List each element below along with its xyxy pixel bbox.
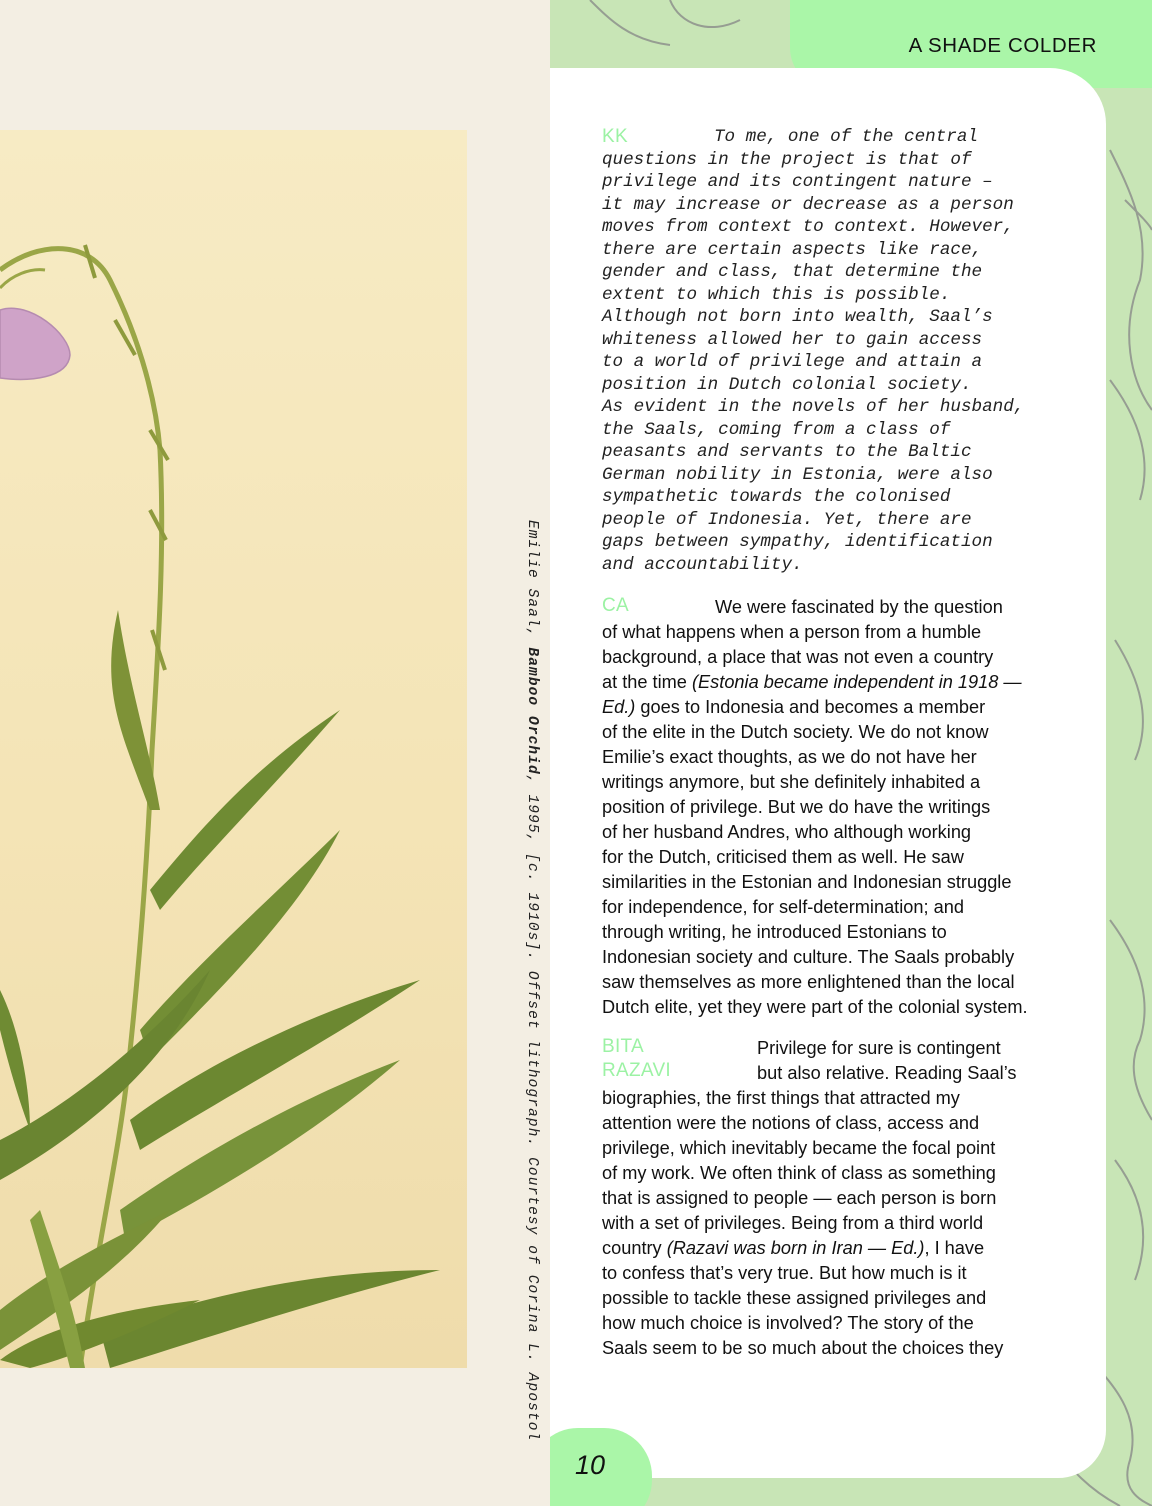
- text-line: of what happens when a person from a humble: [602, 622, 982, 642]
- text-line: privilege, which inevitably became the focal point: [602, 1138, 996, 1158]
- text-segment: goes to Indonesia and becomes a member: [635, 697, 986, 717]
- text-line: possible to tackle these assigned privileges and: [602, 1288, 987, 1308]
- speaker-last-name: RAZAVI: [602, 1060, 672, 1081]
- text-line: how much choice is involved? The story of the: [602, 1313, 974, 1333]
- text-line: Although not born into wealth, Saal’s: [602, 307, 993, 327]
- orchid-drawing: [0, 130, 467, 1368]
- text-line: that is assigned to people — each person is born: [602, 1188, 997, 1208]
- editor-note: Ed.): [602, 697, 636, 717]
- text-segment: at the time: [602, 672, 692, 692]
- text-line: Dutch elite, yet they were part of the colonial system.: [602, 997, 1028, 1017]
- text-line: peasants and servants to the Baltic: [602, 442, 972, 462]
- leaf: [150, 710, 340, 910]
- text-line: through writing, he introduced Estonians to: [602, 922, 947, 942]
- text-segment: country: [602, 1238, 667, 1258]
- text-line: questions in the project is that of: [602, 149, 972, 170]
- text-line: to confess that’s very true. But how much is it: [602, 1263, 967, 1283]
- text-line: To me, one of the central: [714, 127, 978, 147]
- speaker-bita-razavi: [602, 1036, 671, 1082]
- text-line: Privilege for sure is contingent: [757, 1038, 1001, 1058]
- text-line: privilege and its contingent nature –: [602, 172, 993, 192]
- text-line: for independence, for self-determination; and: [602, 897, 964, 917]
- running-header: A SHADE COLDER: [908, 34, 1097, 57]
- text-line: people of Indonesia. Yet, there are: [602, 509, 972, 530]
- text-line: attention were the notions of class, access and: [602, 1113, 980, 1133]
- text-line: As evident in the novels of her husband,: [602, 397, 1025, 417]
- right-page: [550, 0, 1152, 1506]
- text-line: whiteness allowed her to gain access: [602, 329, 983, 350]
- text-line: there are certain aspects like race,: [602, 239, 983, 260]
- speaker-kk: KK: [602, 126, 628, 147]
- text-line: biographies, the first things that attracted my: [602, 1088, 960, 1108]
- flower-stalk: [0, 270, 45, 288]
- caption-artwork-title: Bamboo Orchid: [524, 647, 540, 775]
- text-line: [602, 1236, 1092, 1261]
- text-line: saw themselves as more enlightened than the local: [602, 972, 1015, 992]
- text-line: gaps between sympathy, identification: [602, 532, 993, 552]
- page-number: 10: [574, 1450, 606, 1480]
- leaf: [0, 990, 30, 1130]
- text-line: to a world of privilege and attain a: [602, 352, 983, 372]
- text-card: [550, 68, 1106, 1478]
- text-line: sympathetic towards the colonised: [602, 487, 951, 507]
- text-line: and accountability.: [602, 554, 803, 575]
- editor-note: (Razavi was born in Iran — Ed.): [666, 1238, 925, 1258]
- left-page: [0, 0, 550, 1506]
- bamboo-orchid-illustration: [0, 130, 467, 1368]
- text-line: the Saals, coming from a class of: [602, 419, 951, 440]
- text-line: Indonesian society and culture. The Saals probably: [602, 947, 1015, 967]
- text-line: Saals seem to be so much about the choices they: [602, 1338, 1004, 1358]
- text-line: Emilie’s exact thoughts, as we do not have her: [602, 747, 977, 767]
- text-line: for the Dutch, criticised them as well. He saw: [602, 847, 964, 867]
- text-line: moves from context to context. However,: [602, 217, 1014, 237]
- text-line: but also relative. Reading Saal’s: [757, 1063, 1017, 1083]
- text-line: gender and class, that determine the: [602, 262, 983, 282]
- speaker-ca: CA: [602, 595, 629, 616]
- text-segment: , I have: [924, 1238, 985, 1258]
- leaf: [120, 1060, 400, 1240]
- text-line: [602, 695, 1092, 720]
- text-line: of the elite in the Dutch society. We do not know: [602, 722, 989, 742]
- paragraph-bita-razavi: [602, 1036, 1092, 1361]
- text-line: with a set of privileges. Being from a third world: [602, 1213, 984, 1233]
- text-line: [602, 670, 1092, 695]
- text-line: We were fascinated by the question: [715, 597, 1003, 617]
- text-line: of my work. We often think of class as something: [602, 1163, 996, 1183]
- image-caption: [524, 520, 540, 1441]
- speaker-first-name: BITA: [602, 1036, 645, 1057]
- paragraph-ca: [602, 595, 1092, 1020]
- text-line: similarities in the Estonian and Indonesian struggle: [602, 872, 1012, 892]
- text-line: it may increase or decrease as a person: [602, 194, 1014, 215]
- editor-note: (Estonia became independent in 1918 —: [691, 672, 1022, 692]
- text-line: background, a place that was not even a country: [602, 647, 994, 667]
- text-line: of her husband Andres, who although working: [602, 822, 972, 842]
- text-line: German nobility in Estonia, were also: [602, 464, 993, 485]
- caption-author: Emilie Saal,: [524, 520, 540, 648]
- text-line: position of privilege. But we do have the writings: [602, 797, 991, 817]
- orchid-petal: [0, 308, 70, 379]
- text-line: writings anymore, but she definitely inhabited a: [602, 772, 981, 792]
- paragraph-kk: [602, 126, 1092, 576]
- caption-details: , 1995, [c. 1910s]. Offset lithograph. Courtesy of Corina L. Apostol: [524, 774, 540, 1442]
- text-line: position in Dutch colonial society.: [602, 374, 972, 395]
- text-line: extent to which this is possible.: [602, 284, 951, 305]
